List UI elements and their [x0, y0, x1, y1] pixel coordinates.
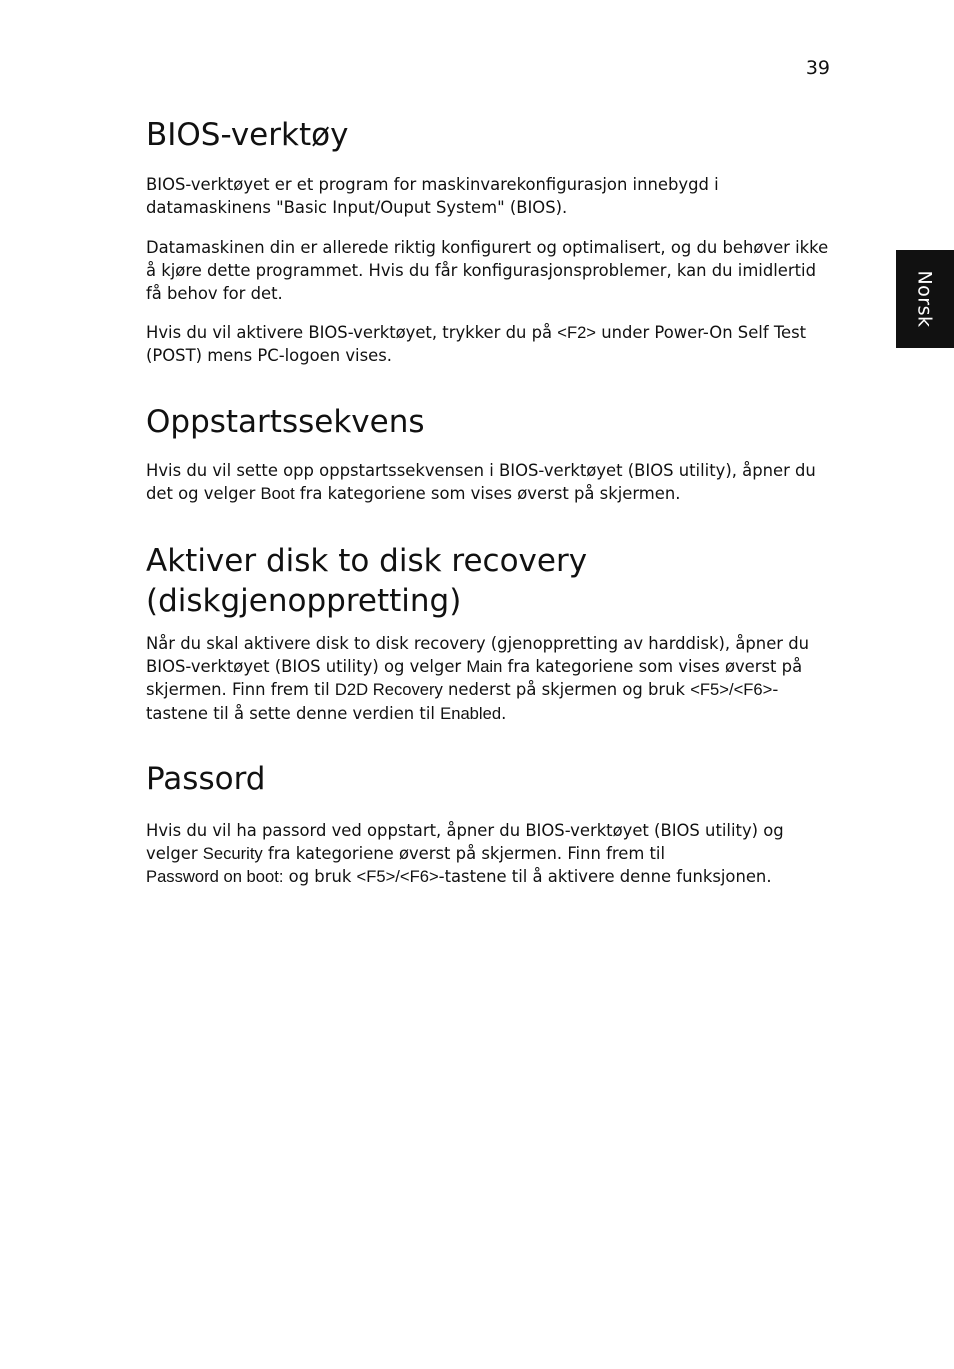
heading-bios-verktoy: BIOS-verktøy: [146, 117, 349, 153]
option-password-on-boot: Password on boot:: [146, 867, 284, 887]
page-number: 39: [805, 57, 830, 79]
heading-disk-recovery-line2: (diskgjenoppretting): [146, 583, 462, 619]
menu-main: Main: [466, 657, 503, 677]
menu-boot: Boot: [260, 484, 295, 504]
heading-oppstartssekvens: Oppstartssekvens: [146, 404, 425, 440]
key-f2: <F2>: [557, 323, 596, 342]
menu-security: Security: [202, 844, 263, 864]
key-f5-f6: <F5>/<F6>: [690, 680, 773, 700]
language-tab: [896, 250, 954, 348]
key-f5-f6-password: <F5>/<F6>: [356, 867, 439, 887]
heading-passord: Passord: [146, 761, 266, 797]
paragraph-bios-activate: Hvis du vil aktivere BIOS-verktøyet, trykker du på <F2> under Power-On Self Test (POST) mens PC-logoen vises.: [146, 323, 807, 366]
paragraph-boot-sequence: Hvis du vil sette opp oppstartssekvensen i BIOS-verktøyet (BIOS utility), åpner du det og velger Boot fra kategoriene som vises øverst på skjermen.: [146, 461, 816, 504]
paragraph-bios-intro: BIOS-verktøyet er et program for maskinvarekonfigurasjon innebygd i datamaskinens "Basic Input/Ouput System" (BIOS).: [146, 175, 719, 218]
paragraph-password: Hvis du vil ha passord ved oppstart, åpner du BIOS-verktøyet (BIOS utility) og velger Security fra kategoriene øverst på skjermen. Finn frem til Password on boot: og bruk <F5>/<F6>-tastene til å aktivere denne funksjonen.: [146, 821, 784, 887]
paragraph-bios-configured: Datamaskinen din er allerede riktig konfigurert og optimalisert, og du behøver ikke å kjøre dette programmet. Hvis du får konfigurasjonsproblemer, kan du imidlertid få behov for det.: [146, 238, 829, 304]
paragraph-disk-recovery: Når du skal aktivere disk to disk recovery (gjenoppretting av harddisk), åpner du BIOS-verktøyet (BIOS utility) og velger Main fra kategoriene som vises øverst på skjermen. Finn frem til D2D Recovery nederst på skjermen og bruk <F5>/<F6>-tastene til å sette denne verdien til Enabled.: [146, 634, 810, 723]
heading-disk-recovery-line1: Aktiver disk to disk recovery: [146, 543, 588, 579]
language-tab-label: Norsk: [914, 270, 936, 328]
value-enabled: Enabled: [440, 703, 502, 723]
option-d2d-recovery: D2D Recovery: [334, 680, 443, 700]
